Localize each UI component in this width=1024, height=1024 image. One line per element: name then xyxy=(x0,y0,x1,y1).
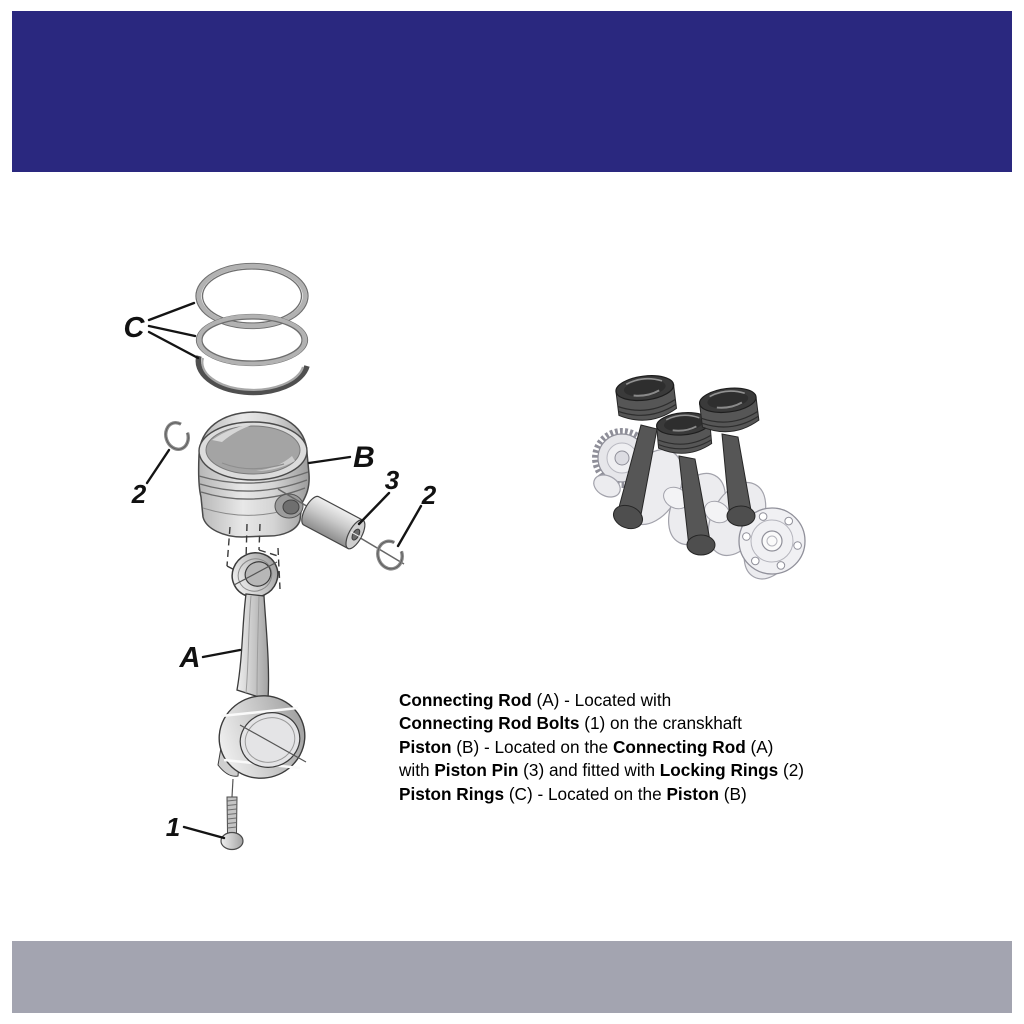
label-locking-ring-left: 2 xyxy=(131,479,147,509)
connecting-rod-group xyxy=(208,545,315,789)
description-line: Connecting Rod Bolts (1) on the cranskhaft xyxy=(399,713,742,734)
piston-pin xyxy=(298,494,369,552)
description-line: Connecting Rod (A) - Located with xyxy=(399,690,672,710)
piston-rings-group xyxy=(196,264,308,393)
label-locking-ring-right: 2 xyxy=(421,480,437,510)
piston-group xyxy=(199,412,310,537)
label-piston-pin: 3 xyxy=(384,465,400,495)
label-piston: B xyxy=(353,441,375,474)
description-line: Piston Rings (C) - Located on the Piston (B) xyxy=(399,783,747,804)
label-connecting-rod: A xyxy=(179,642,201,674)
locking-ring-left xyxy=(162,420,191,452)
description-line: with Piston Pin (3) and fitted with Locking Rings (2) xyxy=(399,760,804,781)
description-line: Piston (B) - Located on the Connecting Rod (A) xyxy=(399,736,774,757)
label-piston-rings: C xyxy=(123,312,145,344)
label-connecting-rod-bolt: 1 xyxy=(165,812,181,842)
crankshaft-assembly xyxy=(590,373,806,588)
parts-description xyxy=(399,689,889,806)
